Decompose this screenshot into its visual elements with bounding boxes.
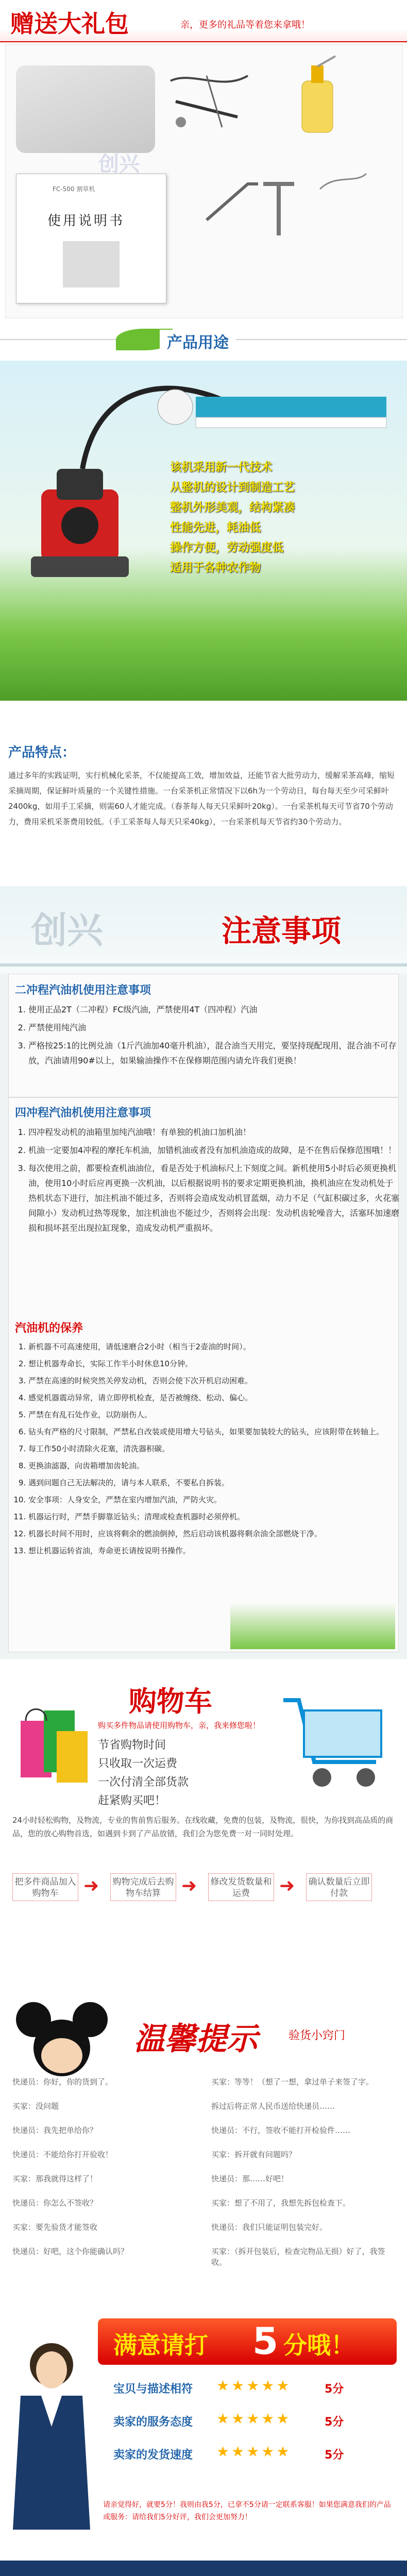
rating-row xyxy=(113,2377,392,2413)
list-item: 12. 机器长时间不用时，应该将剩余的燃油倒掉，然后启动该机器将剩余油全部燃烧干净。 xyxy=(28,1527,399,1541)
rating-label: 宝贝与描述相符 xyxy=(113,2383,193,2396)
rating-row xyxy=(113,2443,392,2479)
gift-section xyxy=(0,0,407,319)
shopping-bags-image xyxy=(15,1674,93,1798)
usage-callout: 性能先进，耗油低 xyxy=(170,521,261,534)
rating-title: 满意请打 xyxy=(113,2331,208,2359)
manual-image xyxy=(16,174,166,303)
section3-title: 汽油机的保养 xyxy=(15,1322,83,1335)
rating-label: 卖家的发货速度 xyxy=(113,2449,193,2462)
star-rating-icon: ★★★★★ xyxy=(216,2377,292,2394)
notice-watermark: 创兴 xyxy=(31,909,103,952)
rating-number: 5 xyxy=(252,2319,279,2363)
manual-model: FC-500 割草机 xyxy=(53,185,95,193)
dialog-line: 快递员：那……好吧！ xyxy=(211,2174,289,2183)
stewardess-image xyxy=(5,2334,98,2540)
section2-list xyxy=(15,1125,399,1239)
gift-subtitle: 亲，更多的礼品等着您来拿哦！ xyxy=(180,20,310,30)
notice-panel xyxy=(8,974,399,1652)
cart-step: 修改发货数量和运费 xyxy=(208,1873,274,1901)
dialog-right xyxy=(211,2076,397,2281)
section3-list xyxy=(15,1340,399,1561)
star-rating-icon: ★★★★★ xyxy=(216,2410,292,2427)
usage-callout: 该机采用新一代技术 xyxy=(170,461,273,474)
list-item: 1. 四冲程发动机的油箱里加纯汽油哦！有单独的机油口加机油！ xyxy=(28,1125,399,1140)
dialog-line: 快递员：我们只能证明包装完好。 xyxy=(211,2223,328,2232)
cart-benefit: 节省购物时间 xyxy=(98,1739,166,1752)
usage-photo xyxy=(0,361,407,701)
usage-header: 产品用途 xyxy=(160,330,236,352)
list-item: 7. 每工作50小时清除火花塞，清洗器积碳。 xyxy=(28,1442,399,1456)
dialog-line: 买家：那我就得这样了！ xyxy=(12,2174,98,2183)
rating-section xyxy=(0,2303,407,2576)
dialog-line: 快递员：不能给你打开验收！ xyxy=(12,2150,113,2159)
rating-footer: 请亲觉得好，就要5分！我则由我5分，已拿不5分请一定联系客服！如果您满意我们的产品或服务：请给我们5分好评，我们会更加努力！ xyxy=(103,2501,391,2521)
list-item: 3. 严格按25:1的比例兑油（1斤汽油加40毫升机油），混合油当天用完，要坚持现配现用，混合油不可存放，汽油请用90#以上，如果输油操作不在保修期范围内请允许我们更换！ xyxy=(28,1038,399,1068)
engine-image xyxy=(21,459,139,592)
dialog-line: 快递员：好吧，这个你能确认吗？ xyxy=(12,2247,129,2256)
dialog-line: 买家：等等！（想了一想，拿过单子来签了字。 xyxy=(211,2077,374,2087)
cart-step: 把多件商品加入购物车 xyxy=(12,1873,78,1901)
flower-decoration xyxy=(230,1603,395,1649)
cutter-image xyxy=(155,381,397,438)
usage-callout: 操作方便，劳动强度低 xyxy=(170,541,284,554)
cart-benefits xyxy=(98,1736,252,1810)
cart-service-note: 24小时轻松购物，及物流，专业的售前售后服务。在线收藏，免费的包装，及物流，很快，为你找到高品质的商品，您的放心购物首选，如遇到卡到了产品放错，我们会为您免费一对一同时处理。 xyxy=(12,1816,394,1838)
rating-rows xyxy=(113,2377,392,2479)
cart-image xyxy=(278,1680,392,1798)
arrow-right-icon: ➜ xyxy=(83,1875,99,1896)
star-rating-icon: ★★★★★ xyxy=(216,2443,292,2460)
list-item: 1. 新机器不可高速使用，请低速磨合2小时（相当于2壶油的时间）。 xyxy=(28,1340,399,1354)
cart-benefit: 只收取一次运费 xyxy=(98,1757,178,1770)
manual-title: 使用说明书 xyxy=(47,213,125,229)
list-item: 13. 想让机器运转省油，寿命更长请按说明书操作。 xyxy=(28,1544,399,1558)
usage-callouts xyxy=(170,459,397,579)
gift-title: 赠送大礼包 xyxy=(10,10,129,38)
list-item: 10. 安全事项：人身安全，严禁在室内增加汽油，严防火灾。 xyxy=(28,1493,399,1507)
list-item: 2. 机油一定要加4冲程的摩托车机油，加错机油或者没有加机油造成的故障，是不在售后保修范围哦！！ xyxy=(28,1143,399,1158)
notice-section xyxy=(0,886,407,1659)
dialog-left xyxy=(12,2076,198,2270)
dialog-line: 买家：想了不用了，我想先拆包检查下。 xyxy=(211,2198,351,2208)
rating-score: 5分 xyxy=(325,2383,344,2396)
wrench-image xyxy=(201,163,377,246)
gift-photo xyxy=(5,44,403,318)
rating-score: 5分 xyxy=(325,2449,344,2462)
features-header: 产品特点： xyxy=(8,745,76,760)
list-item: 2. 想让机器寿命长，实际工作半小时休息10分钟。 xyxy=(28,1357,399,1371)
rating-label: 卖家的服务态度 xyxy=(113,2416,193,2429)
list-item: 9. 遇到问题自己无法解决的，请与本人联系，不要私自拆装。 xyxy=(28,1476,399,1490)
gift-banner xyxy=(0,0,407,42)
notice-header: 注意事项 xyxy=(222,913,342,948)
dialog-line: 买家：（拆开包装后，检查完物品无损）好了，我签收。 xyxy=(211,2247,385,2267)
dialog-line: 买家：没问题 xyxy=(12,2102,59,2111)
rating-suffix: 分哦！ xyxy=(283,2331,354,2359)
arrow-right-icon: ➜ xyxy=(279,1875,295,1896)
cart-benefit: 一次付清全部货款 xyxy=(98,1776,189,1789)
rating-banner xyxy=(98,2318,397,2365)
mascot-image xyxy=(10,1999,113,2081)
rating-score: 5分 xyxy=(325,2416,344,2429)
tools-image xyxy=(160,60,258,138)
list-item: 5. 严禁在有乱石处作业，以防崩伤人。 xyxy=(28,1408,399,1422)
list-item: 1. 使用正品2T（二冲程）FC级汽油，严禁使用4T（四冲程）汽油 xyxy=(28,1002,399,1017)
list-item: 2. 严禁使用纯汽油 xyxy=(28,1020,399,1035)
cart-section xyxy=(0,1659,407,1999)
section2-title: 四冲程汽油机使用注意事项 xyxy=(15,1107,151,1120)
usage-callout: 整机外形美观，结构紧凑 xyxy=(170,501,295,514)
dialog-line: 买家：拆开就有问题吗？ xyxy=(211,2150,297,2159)
cart-step: 购物完成后去购物车结算 xyxy=(110,1873,176,1901)
warm-tips-section xyxy=(0,1999,407,2303)
cart-step: 确认数量后立即付款 xyxy=(306,1873,372,1901)
warm-tips-sub: 验货小窍门 xyxy=(289,2029,346,2042)
usage-section xyxy=(0,319,407,737)
section1-list xyxy=(15,1002,399,1071)
dialog-line: 快递员：你好，你的货到了。 xyxy=(12,2077,113,2087)
notice-header-bar xyxy=(0,886,407,974)
dialog-line: 快递员：不行，签收不能打开检验件…… xyxy=(211,2126,351,2135)
cart-prompt: 购买多件物品请使用购物车，亲，我来修您啦！ xyxy=(98,1721,261,1730)
list-item: 4. 感觉机器震动异常，请立即停机检查，是否被缠绕、松动、偏心。 xyxy=(28,1391,399,1405)
section1-title: 二冲程汽油机使用注意事项 xyxy=(15,984,151,997)
list-item: 3. 每次使用之前，都要检查机油油位，看是否处于机油标尺上下刻度之间。新机使用5小时后必须更换机油，使用10小时后应再更换一次机油，以后根据说明书的要求定期更换机油，换机油应在发动机处于热机状态下进行，加注机油不能过多，否则将会造成发动机冒蓝烟，动力不足（气缸积碳过多，火花塞间隙小）发动机过热等现象，加注机油也不能过少，否则将会出现：发动机齿轮噪音大，活塞环加速磨损和损坏甚至出现拉缸现象，造成发动机严重损坏。 xyxy=(28,1161,399,1235)
rating-row xyxy=(113,2410,392,2446)
features-text: 通过多年的实践证明，实行机械化采茶，不仅能提高工效，增加效益，还能节省大批劳动力，缓解采茶高峰，缩短采摘周期，保证鲜叶质量的一个关键性措施。一台采茶机正常情况下以6h为一个劳动日，每台每天至少可采鲜叶2400kg，如用手工采摘，则需60人才能完成。（春茶每人每天只采鲜叶20kg）。一台采茶机每天可节省70个劳动力，费用采机采茶费用较低。（手工采茶每人每天只采40kg），一台采茶机每天节省约30个劳动力。 xyxy=(8,771,395,826)
cart-title: 购物车 xyxy=(129,1685,212,1718)
list-item: 3. 严禁在高速的时候突然关停发动机，否则会使下次开机启动困难。 xyxy=(28,1374,399,1388)
harness-image xyxy=(16,65,155,153)
oil-bottle-image xyxy=(294,55,341,138)
cart-benefit: 赶紧购买吧！ xyxy=(98,1794,166,1807)
list-item: 8. 更换油滤器，向齿箱增加齿轮油。 xyxy=(28,1459,399,1473)
features-section xyxy=(0,737,407,886)
usage-callout: 适用于各种农作物 xyxy=(170,562,261,574)
gift-watermark: 创兴 xyxy=(98,152,140,176)
dialog-line: 快递员：我先把单给你？ xyxy=(12,2126,98,2135)
dialog-line: 买家：要先验货才能签收 xyxy=(12,2223,98,2232)
dialog-line: 拆过后将正常人民币送给快递员…… xyxy=(211,2102,335,2111)
dialog-line: 快递员：你怎么不签收？ xyxy=(12,2198,98,2208)
usage-header-bar xyxy=(0,325,407,357)
arrow-right-icon: ➜ xyxy=(181,1875,197,1896)
cart-steps xyxy=(0,1870,407,1911)
manual-picture xyxy=(63,241,120,287)
list-item: 11. 机器运行时，严禁手脚靠近钻头；清理或检查机器时必须停机。 xyxy=(28,1510,399,1524)
list-item: 6. 钻头有严格的尺寸限制，严禁私自改装或使用增大号钻头，如果要加装较大的钻头，应该附带在转轴上。 xyxy=(28,1425,399,1439)
usage-callout: 从整机的设计到制造工艺 xyxy=(170,481,295,494)
warm-tips-title: 温馨提示 xyxy=(134,2021,258,2057)
